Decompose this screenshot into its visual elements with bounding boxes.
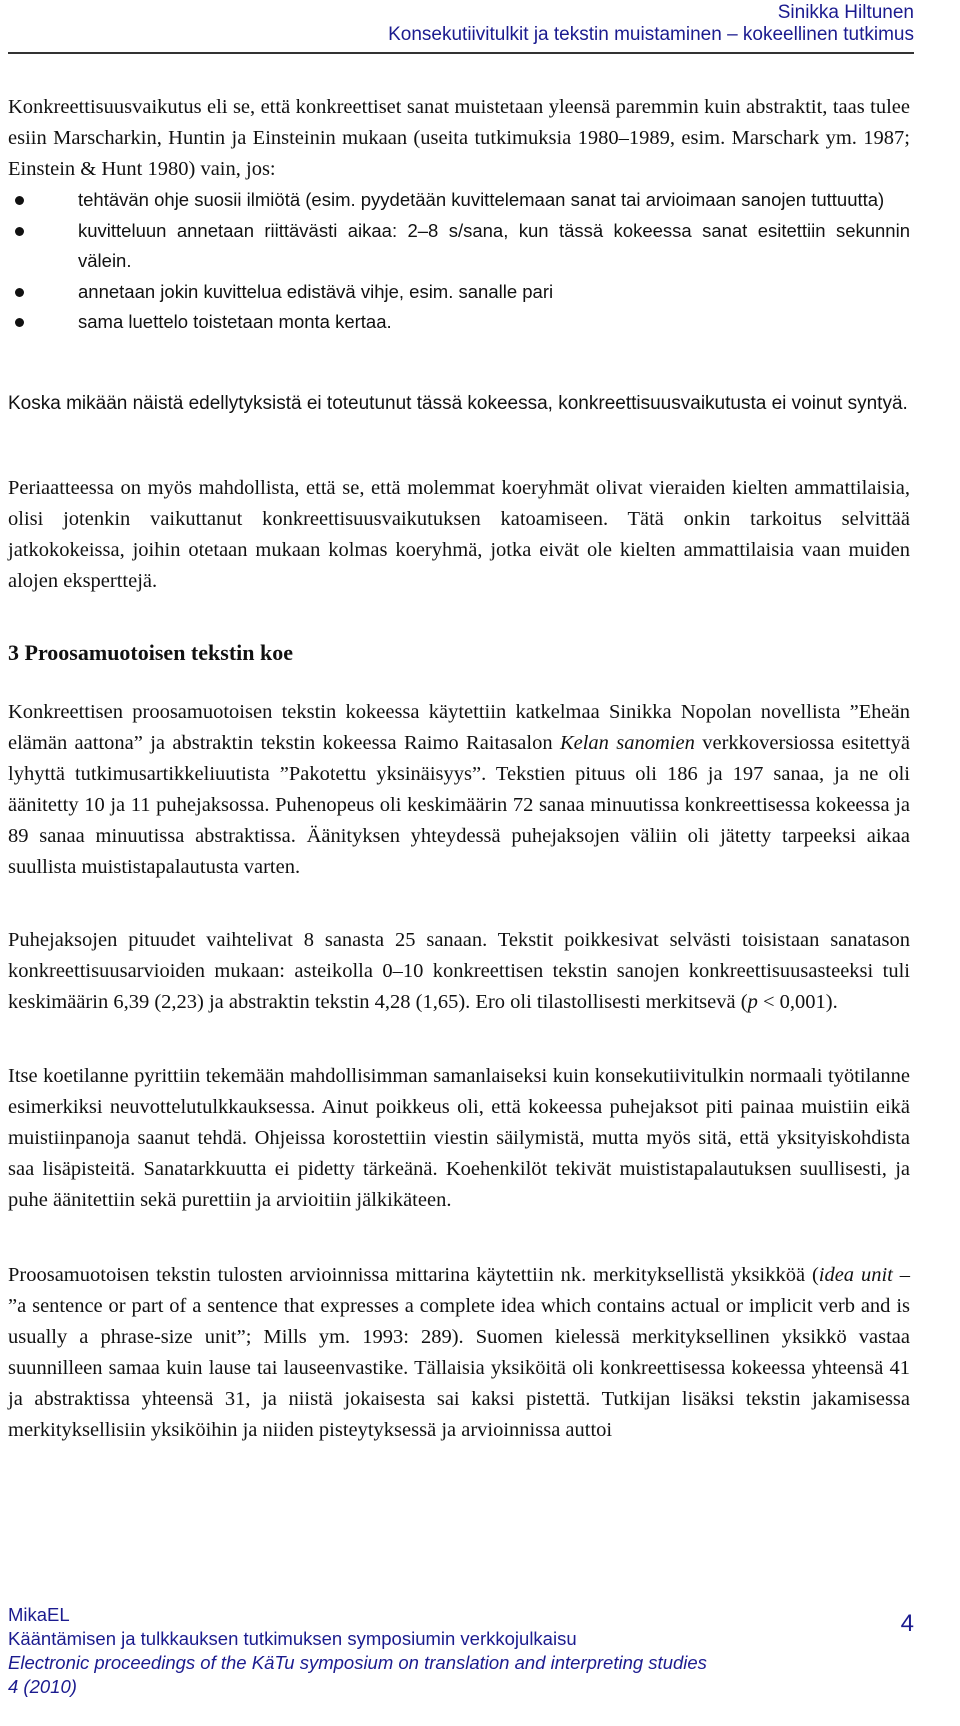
- section-heading: 3 Proosamuotoisen tekstin koe: [8, 640, 293, 665]
- text-run: Konkreettisen proosamuotoisen tekstin kokeessa käytettiin katkelmaa Sinikka Nopolan novellista ”Eheän elämän aattona” ja abstraktin tekstin kokeessa Raimo Raitasalon: [8, 701, 910, 754]
- footer-issue: 4 (2010): [8, 1676, 77, 1697]
- text-run: < 0,001).: [757, 991, 838, 1013]
- text-run: – ”a sentence or part of a sentence that expresses a complete idea which contains actual or implicit verb and is usually a phrase-size unit”; Mills ym. 1993: 289). Suomen kielessä merkityksellinen yksikkö vastaa suunnilleen samaa kuin lause tai lauseenvastike. Tällaisia yksiköitä oli konkreettisessa kokeessa yhteensä 41 ja abstraktissa yhteensä 31, ja niistä jokaisesta sai kaksi pistettä. Tutkijan lisäksi tekstin jakamisessa merkityksellisiin yksiköihin ja niiden pisteytyksessä ja arvioinnissa auttoi: [8, 1264, 911, 1441]
- paragraph-segment-lengths: [8, 925, 910, 1018]
- italic-symbol: p: [747, 991, 758, 1013]
- paragraph-professionals: Periaatteessa on myös mahdollista, että se, että molemmat koeryhmät olivat vieraiden kielten ammattilaisia, olisi jotenkin vaikuttanut konkreettisuusvaikutuksen katoamiseen. Tätä onkin tarkoitus selvittää jatkokokeissa, joihin otetaan mukaan kolmas koeryhmä, jotka eivät ole kielten ammattilaisia vaan muiden alojen eksperttejä.: [8, 477, 910, 592]
- running-header-author: Sinikka Hiltunen: [777, 2, 914, 23]
- condition-list: [8, 185, 910, 338]
- paragraph-concreteness-effect: Konkreettisuusvaikutus eli se, että konkreettiset sanat muistetaan yleensä paremmin kuin abstraktit, taas tulee esiin Marscharkin, Huntin ja Einsteinin mukaan (useita tutkimuksia 1980–1989, esim. Marschark ym. 1987; Einstein & Hunt 1980) vain, jos:: [8, 96, 910, 180]
- paragraph-idea-units: [8, 1260, 910, 1446]
- header-rule: [8, 52, 914, 54]
- text-run: verkkoversiossa esitettyä lyhyttä tutkimusartikkeliuutista ”Pakotettu yksinäisyys”. Tekstien pituus oli 186 ja 197 sanaa, ja ne oli äänitetty 10 ja 11 puhejaksossa. Puhenopeus oli keskimäärin 72 sanaa minuutissa konkreettisessa kokeessa ja 89 sanaa minuutissa abstraktissa. Äänityksen yhteydessä puhejaksojen väliin oli jätetty tarpeeksi aikaa suullista muististapalautusta varten.: [8, 732, 910, 878]
- footer-english-title: Electronic proceedings of the KäTu symposium on translation and interpreting studies: [8, 1652, 707, 1673]
- italic-term: idea unit: [818, 1264, 893, 1286]
- italic-title: Kelan sanomien: [559, 732, 695, 754]
- page-number: 4: [900, 1610, 914, 1637]
- footer-journal-name: MikaEL: [8, 1604, 70, 1625]
- list-item: kuvitteluun annetaan riittävästi aikaa: 2–8 s/sana, kun tässä kokeessa sanat esitettiin sekunnin välein.: [8, 216, 910, 277]
- running-header-title: Konsekutiivitulkit ja tekstin muistaminen – kokeellinen tutkimus: [388, 24, 914, 45]
- paragraph-test-materials: [8, 697, 910, 883]
- footer-finnish-title: Kääntämisen ja tulkkauksen tutkimuksen symposiumin verkkojulkaisu: [8, 1628, 577, 1649]
- text-run: Puhejaksojen pituudet vaihtelivat 8 sanasta 25 sanaan. Tekstit poikkesivat selvästi toisistaan sanatason konkreettisuusarvioiden mukaan: asteikolla 0–10 konkreettisen tekstin sanojen konkreettisuusasteeksi tuli keskimäärin 6,39 (2,23) ja abstraktin tekstin 4,28 (1,65). Ero oli tilastollisesti merkitsevä (: [8, 929, 910, 1013]
- paragraph-test-situation: Itse koetilanne pyrittiin tekemään mahdollisimman samanlaiseksi kuin konsekutiivitulkin normaali työtilanne esimerkiksi neuvottelutulkkauksessa. Ainut poikkeus oli, että kokeessa puhejaksot piti painaa muistiin eikä muistiinpanoja saanut tehdä. Ohjeissa korostettiin viestin säilymistä, mutta myös sitä, että yksityiskohdista saa lisäpisteitä. Sanatarkkuutta ei pidetty tärkeänä. Koehenkilöt tekivät muististapalautuksen suullisesti, ja puhe äänitettiin sekä purettiin ja arvioitiin jälkikäteen.: [8, 1065, 910, 1211]
- list-item: sama luettelo toistetaan monta kertaa.: [8, 307, 910, 338]
- list-item: annetaan jokin kuvittelua edistävä vihje, esim. sanalle pari: [8, 277, 910, 308]
- paragraph-conclusion: Koska mikään näistä edellytyksistä ei toteutunut tässä kokeessa, konkreettisuusvaikutusta ei voinut syntyä.: [8, 393, 908, 414]
- text-run: Proosamuotoisen tekstin tulosten arvioinnissa mittarina käytettiin nk. merkityksellistä yksikköä (: [8, 1264, 819, 1286]
- list-item: tehtävän ohje suosii ilmiötä (esim. pyydetään kuvittelemaan sanat tai arvioimaan sanojen tuttuutta): [8, 185, 910, 216]
